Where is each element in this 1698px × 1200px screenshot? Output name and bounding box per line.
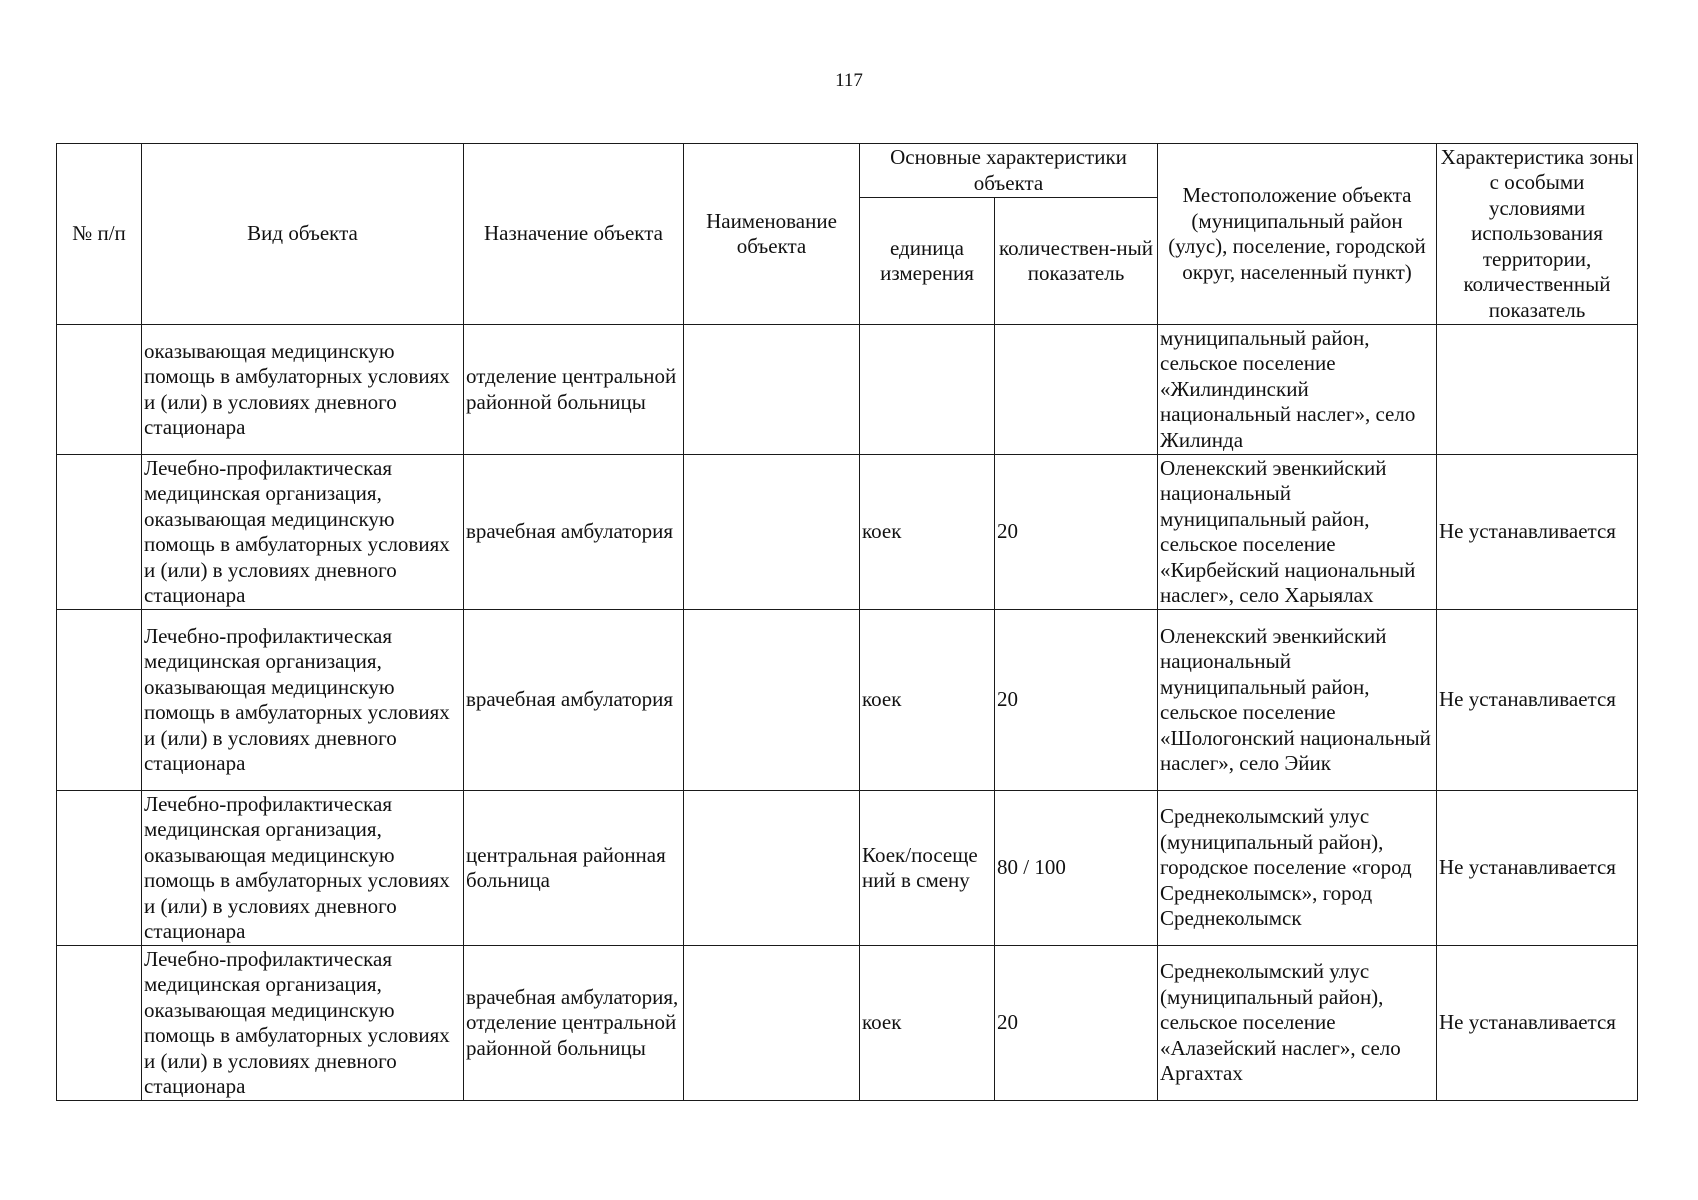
- cell-zone: Не устанавливается: [1437, 946, 1638, 1101]
- header-location: Местоположение объекта (муниципальный район (улус), поселение, городской округ, населенный пункт): [1158, 144, 1437, 325]
- objects-table: [56, 143, 1638, 1101]
- cell-unit: [860, 325, 995, 455]
- cell-object-purpose: врачебная амбулатория, отделение центральной районной больницы: [464, 946, 684, 1101]
- cell-num: [57, 455, 142, 610]
- cell-quantity: [995, 325, 1158, 455]
- cell-num: [57, 325, 142, 455]
- cell-object-purpose: врачебная амбулатория: [464, 610, 684, 791]
- table-row: [57, 455, 1638, 610]
- header-unit: единица измерения: [860, 198, 995, 325]
- table-row: [57, 946, 1638, 1101]
- header-object-type: Вид объекта: [142, 144, 464, 325]
- page-number: 117: [835, 70, 863, 91]
- cell-num: [57, 946, 142, 1101]
- cell-zone: Не устанавливается: [1437, 610, 1638, 791]
- cell-zone: Не устанавливается: [1437, 791, 1638, 946]
- cell-quantity: 20: [995, 946, 1158, 1101]
- table-row: [57, 791, 1638, 946]
- table-row: [57, 325, 1638, 455]
- cell-object-purpose: отделение центральной районной больницы: [464, 325, 684, 455]
- header-object-purpose: Назначение объекта: [464, 144, 684, 325]
- header-quantity: количествен-ный показатель: [995, 198, 1158, 325]
- cell-object-type: Лечебно-профилактическая медицинская организация, оказывающая медицинскую помощь в амбулаторных условиях и (или) в условиях дневного стационара: [142, 791, 464, 946]
- cell-object-type: Лечебно-профилактическая медицинская организация, оказывающая медицинскую помощь в амбулаторных условиях и (или) в условиях дневного стационара: [142, 455, 464, 610]
- cell-object-purpose: центральная районная больница: [464, 791, 684, 946]
- table-row: [57, 610, 1638, 791]
- cell-quantity: 20: [995, 455, 1158, 610]
- cell-quantity: 20: [995, 610, 1158, 791]
- cell-object-purpose: врачебная амбулатория: [464, 455, 684, 610]
- cell-location: Оленекский эвенкийский национальный муниципальный район, сельское поселение «Шологонский национальный наслег», село Эйик: [1158, 610, 1437, 791]
- cell-unit: Коек/посеще ний в смену: [860, 791, 995, 946]
- cell-num: [57, 610, 142, 791]
- cell-unit: коек: [860, 946, 995, 1101]
- cell-zone: [1437, 325, 1638, 455]
- cell-object-name: [684, 455, 860, 610]
- cell-location: Оленекский эвенкийский национальный муниципальный район, сельское поселение «Кирбейский национальный наслег», село Харыялах: [1158, 455, 1437, 610]
- cell-object-name: [684, 325, 860, 455]
- header-characteristics: Основные характеристики объекта: [860, 144, 1158, 198]
- cell-location: Среднеколымский улус (муниципальный район), сельское поселение «Алазейский наслег», село Аргахтах: [1158, 946, 1437, 1101]
- cell-quantity: 80 / 100: [995, 791, 1158, 946]
- cell-object-name: [684, 946, 860, 1101]
- cell-unit: коек: [860, 610, 995, 791]
- cell-unit: коек: [860, 455, 995, 610]
- cell-object-name: [684, 791, 860, 946]
- cell-location: муниципальный район, сельское поселение «Жилиндинский национальный наслег», село Жилинда: [1158, 325, 1437, 455]
- cell-object-type: Лечебно-профилактическая медицинская организация, оказывающая медицинскую помощь в амбулаторных условиях и (или) в условиях дневного стационара: [142, 946, 464, 1101]
- cell-num: [57, 791, 142, 946]
- cell-object-name: [684, 610, 860, 791]
- cell-location: Среднеколымский улус (муниципальный район), городское поселение «город Среднеколымск», город Среднеколымск: [1158, 791, 1437, 946]
- header-num: № п/п: [57, 144, 142, 325]
- cell-zone: Не устанавливается: [1437, 455, 1638, 610]
- cell-object-type: Лечебно-профилактическая медицинская организация, оказывающая медицинскую помощь в амбулаторных условиях и (или) в условиях дневного стационара: [142, 610, 464, 791]
- cell-object-type: оказывающая медицинскую помощь в амбулаторных условиях и (или) в условиях дневного стационара: [142, 325, 464, 455]
- header-zone: Характеристика зоны с особыми условиями использования территории, количественный показатель: [1437, 144, 1638, 325]
- header-object-name: Наименование объекта: [684, 144, 860, 325]
